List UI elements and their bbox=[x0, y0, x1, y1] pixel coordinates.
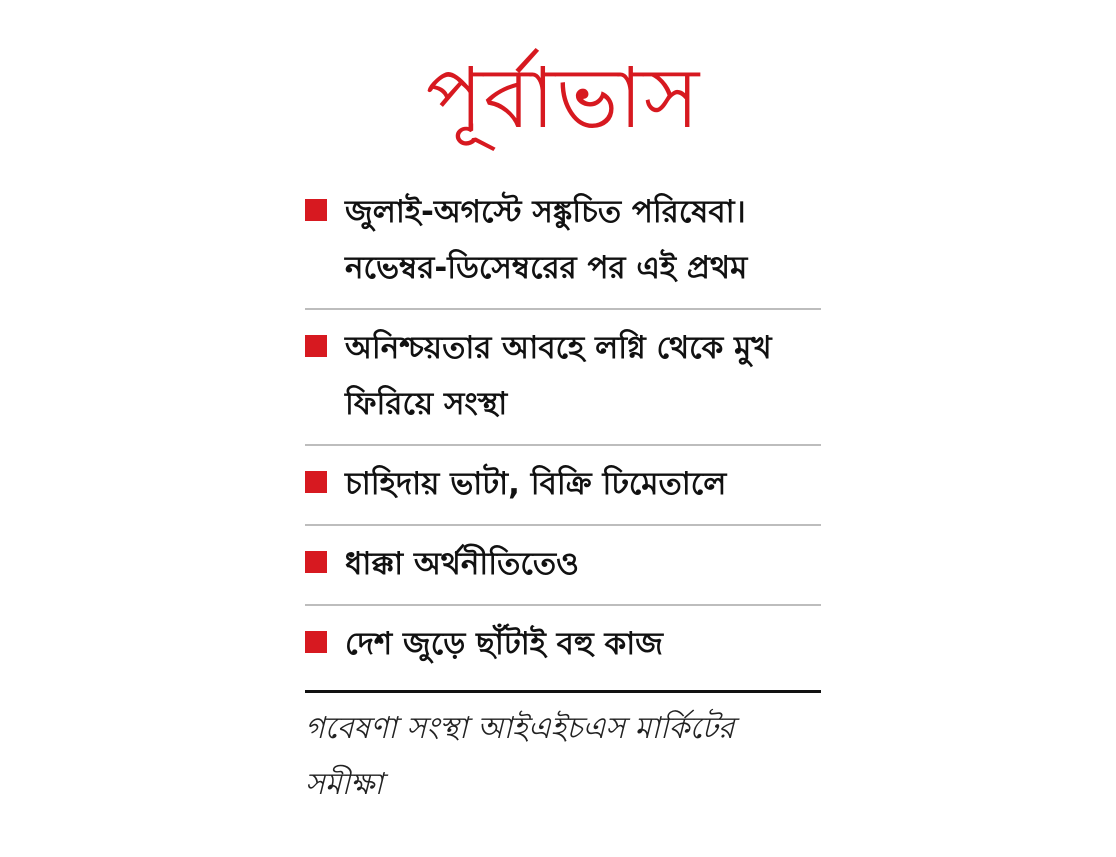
list-item bbox=[305, 446, 821, 526]
list-item-text: ধাক্কা অর্থনীতিতেও bbox=[345, 546, 579, 582]
list-item-text: চাহিদায় ভাটা, বিক্রি ঢিমেতালে bbox=[345, 466, 727, 502]
red-square-bullet-icon bbox=[305, 199, 327, 221]
list-item bbox=[305, 606, 821, 686]
source-note: গবেষণা সংস্থা আইএইচএস মার্কিটের সমীক্ষা bbox=[305, 711, 735, 802]
list-item bbox=[305, 526, 821, 606]
red-square-bullet-icon bbox=[305, 471, 327, 493]
list-item-text: জুলাই-অগস্টে সঙ্কুচিত পরিষেবা। নভেম্বর-ডিসেম্বরের পর এই প্রথম bbox=[345, 194, 748, 286]
list-item bbox=[305, 174, 821, 310]
forecast-panel bbox=[305, 48, 821, 813]
red-square-bullet-icon bbox=[305, 631, 327, 653]
forecast-list bbox=[305, 174, 821, 686]
red-square-bullet-icon bbox=[305, 551, 327, 573]
source-divider bbox=[305, 690, 821, 693]
list-item-text: দেশ জুড়ে ছাঁটাই বহু কাজ bbox=[345, 626, 663, 662]
list-item-text: অনিশ্চয়তার আবহে লগ্নি থেকে মুখ ফিরিয়ে সংস্থা bbox=[345, 330, 772, 422]
list-item bbox=[305, 310, 821, 446]
page-title: পূর্বাভাস bbox=[425, 49, 701, 147]
red-square-bullet-icon bbox=[305, 335, 327, 357]
